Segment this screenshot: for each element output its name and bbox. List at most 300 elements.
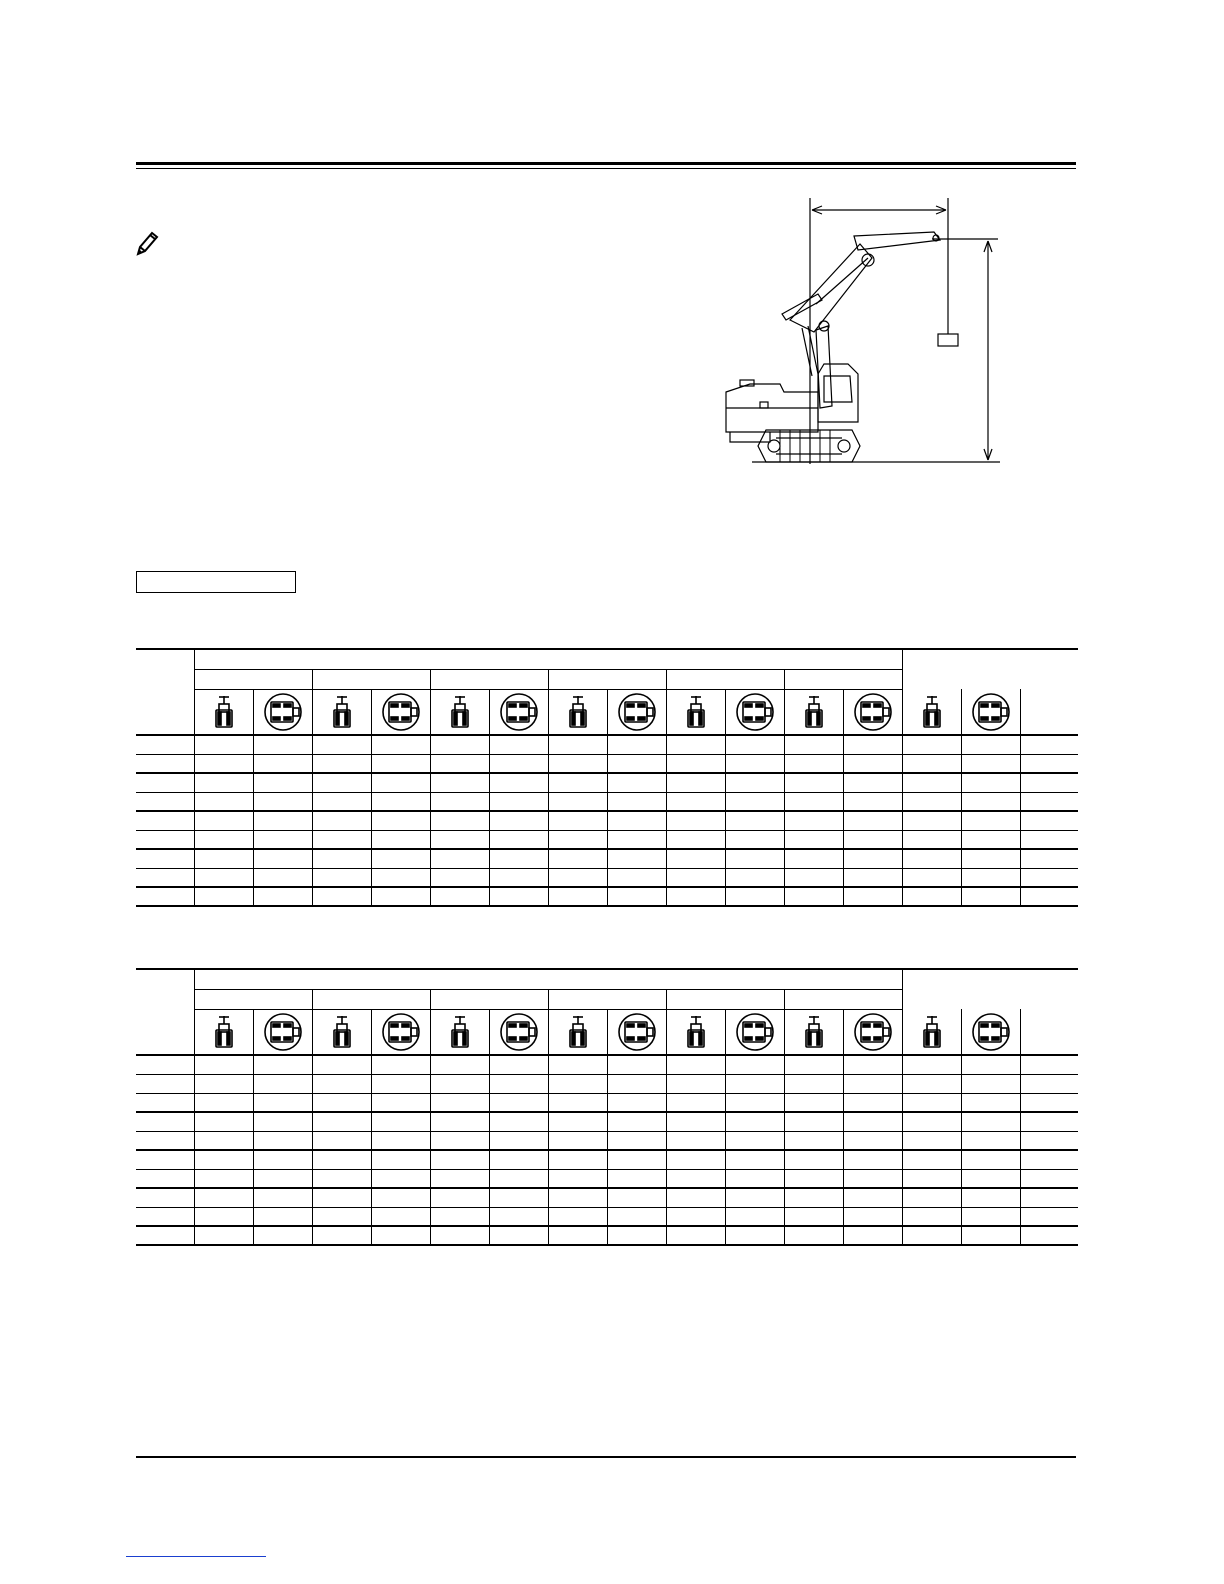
capacity-cell xyxy=(666,1112,725,1131)
capacity-cell xyxy=(902,1112,961,1131)
capacity-cell xyxy=(607,1112,666,1131)
capacity-cell xyxy=(843,792,902,811)
table-row xyxy=(136,754,1078,773)
over-front-header xyxy=(194,1009,253,1055)
capacity-cell xyxy=(312,1131,371,1150)
row-height-cell xyxy=(136,1055,194,1074)
over-side-360-icon xyxy=(853,692,893,732)
row-height-cell xyxy=(136,830,194,849)
capacity-cell xyxy=(371,1150,430,1169)
over-front-icon xyxy=(213,1015,235,1049)
capacity-cell xyxy=(961,887,1020,906)
excavator-diagram xyxy=(720,196,1010,468)
capacity-cell xyxy=(666,754,725,773)
capacity-cell xyxy=(548,792,607,811)
capacity-cell xyxy=(371,868,430,887)
at-max-reach-header xyxy=(902,649,1078,689)
capacity-cell xyxy=(430,849,489,868)
capacity-cell xyxy=(253,1207,312,1226)
capacity-cell xyxy=(312,773,371,792)
capacity-cell xyxy=(312,868,371,887)
capacity-cell xyxy=(312,1188,371,1207)
capacity-cell xyxy=(961,1226,1020,1245)
capacity-cell xyxy=(666,1207,725,1226)
radius-group-header xyxy=(784,989,902,1009)
capacity-cell xyxy=(843,754,902,773)
capacity-cell xyxy=(666,887,725,906)
max-reach-value-header xyxy=(1020,1009,1078,1055)
radius-group-header xyxy=(548,669,666,689)
capacity-cell xyxy=(194,1093,253,1112)
capacity-cell xyxy=(489,1112,548,1131)
capacity-cell xyxy=(312,792,371,811)
capacity-cell xyxy=(666,830,725,849)
table-row xyxy=(136,773,1078,792)
capacity-cell xyxy=(430,1131,489,1150)
capacity-cell xyxy=(725,868,784,887)
capacity-cell xyxy=(1020,1055,1078,1074)
table-row xyxy=(136,868,1078,887)
capacity-cell xyxy=(194,735,253,754)
capacity-cell xyxy=(961,1074,1020,1093)
capacity-cell xyxy=(784,868,843,887)
over-side-header xyxy=(843,1009,902,1055)
capacity-cell xyxy=(1020,773,1078,792)
capacity-cell xyxy=(489,1188,548,1207)
capacity-cell xyxy=(961,849,1020,868)
capacity-cell xyxy=(902,1226,961,1245)
capacity-cell xyxy=(430,1112,489,1131)
capacity-cell xyxy=(843,1074,902,1093)
radius-group-header xyxy=(430,669,548,689)
over-front-header xyxy=(902,1009,961,1055)
capacity-cell xyxy=(961,868,1020,887)
capacity-cell xyxy=(489,1150,548,1169)
over-side-header xyxy=(253,689,312,735)
capacity-cell xyxy=(666,1055,725,1074)
capacity-cell xyxy=(725,1150,784,1169)
capacity-cell xyxy=(194,849,253,868)
table-row xyxy=(136,1188,1078,1207)
capacity-cell xyxy=(607,830,666,849)
capacity-cell xyxy=(607,792,666,811)
capacity-cell xyxy=(666,792,725,811)
capacity-cell xyxy=(430,1093,489,1112)
capacity-cell xyxy=(312,754,371,773)
capacity-cell xyxy=(607,1169,666,1188)
capacity-cell xyxy=(430,1188,489,1207)
radius-group-header xyxy=(430,989,548,1009)
capacity-cell xyxy=(784,887,843,906)
capacity-cell xyxy=(194,1169,253,1188)
table-row xyxy=(136,1150,1078,1169)
capacity-cell xyxy=(784,1207,843,1226)
over-side-360-icon xyxy=(853,1012,893,1052)
table-row xyxy=(136,811,1078,830)
capacity-cell xyxy=(666,1074,725,1093)
capacity-cell xyxy=(489,811,548,830)
radius-group-header xyxy=(548,989,666,1009)
over-front-header xyxy=(194,689,253,735)
header-rule-top xyxy=(136,162,1076,165)
capacity-cell xyxy=(253,887,312,906)
capacity-cell xyxy=(784,1131,843,1150)
over-front-header xyxy=(312,689,371,735)
capacity-cell xyxy=(489,1131,548,1150)
over-front-icon xyxy=(803,1015,825,1049)
capacity-cell xyxy=(607,754,666,773)
capacity-cell xyxy=(489,830,548,849)
capacity-cell xyxy=(194,1055,253,1074)
over-front-icon xyxy=(213,695,235,729)
capacity-cell xyxy=(666,849,725,868)
table-row xyxy=(136,1169,1078,1188)
capacity-cell xyxy=(784,1150,843,1169)
capacity-cell xyxy=(430,868,489,887)
capacity-cell xyxy=(725,773,784,792)
capacity-cell xyxy=(194,1112,253,1131)
capacity-cell xyxy=(784,1188,843,1207)
capacity-cell xyxy=(253,849,312,868)
capacity-cell xyxy=(843,1150,902,1169)
capacity-cell xyxy=(843,1207,902,1226)
capacity-cell xyxy=(725,1074,784,1093)
capacity-cell xyxy=(548,1169,607,1188)
capacity-cell xyxy=(725,792,784,811)
capacity-cell xyxy=(902,1131,961,1150)
capacity-cell xyxy=(902,773,961,792)
capacity-cell xyxy=(902,735,961,754)
capacity-cell xyxy=(902,811,961,830)
capacity-cell xyxy=(430,1055,489,1074)
capacity-cell xyxy=(784,735,843,754)
radius-group-header xyxy=(312,989,430,1009)
load-point-height-header xyxy=(136,969,194,1055)
capacity-cell xyxy=(607,773,666,792)
over-side-header xyxy=(489,1009,548,1055)
over-side-header xyxy=(371,1009,430,1055)
capacity-cell xyxy=(1020,754,1078,773)
capacity-cell xyxy=(489,849,548,868)
capacity-cell xyxy=(1020,887,1078,906)
capacity-cell xyxy=(725,754,784,773)
capacity-cell xyxy=(253,1226,312,1245)
capacity-cell xyxy=(902,1093,961,1112)
capacity-cell xyxy=(961,1093,1020,1112)
capacity-cell xyxy=(607,1055,666,1074)
over-side-360-icon xyxy=(971,1012,1011,1052)
over-side-360-icon xyxy=(735,1012,775,1052)
capacity-cell xyxy=(548,1074,607,1093)
capacity-cell xyxy=(1020,811,1078,830)
table-caption-box xyxy=(136,571,296,593)
over-front-icon xyxy=(921,695,943,729)
capacity-cell xyxy=(371,773,430,792)
over-side-header xyxy=(961,1009,1020,1055)
capacity-cell xyxy=(607,1074,666,1093)
capacity-cell xyxy=(902,1055,961,1074)
capacity-cell xyxy=(843,849,902,868)
capacity-cell xyxy=(371,830,430,849)
over-front-icon xyxy=(331,695,353,729)
at-max-reach-header xyxy=(902,969,1078,1009)
capacity-cell xyxy=(253,811,312,830)
row-height-cell xyxy=(136,1188,194,1207)
over-front-icon xyxy=(685,695,707,729)
over-side-header xyxy=(607,1009,666,1055)
capacity-cell xyxy=(430,830,489,849)
capacity-cell xyxy=(607,887,666,906)
capacity-cell xyxy=(1020,1207,1078,1226)
capacity-cell xyxy=(1020,735,1078,754)
row-height-cell xyxy=(136,811,194,830)
over-front-icon xyxy=(449,695,471,729)
capacity-cell xyxy=(548,1207,607,1226)
table-row xyxy=(136,1074,1078,1093)
over-side-header xyxy=(371,689,430,735)
capacity-cell xyxy=(902,1150,961,1169)
row-height-cell xyxy=(136,754,194,773)
capacity-cell xyxy=(548,849,607,868)
capacity-cell xyxy=(666,773,725,792)
capacity-cell xyxy=(784,792,843,811)
capacity-cell xyxy=(371,849,430,868)
capacity-cell xyxy=(548,1055,607,1074)
capacity-cell xyxy=(607,849,666,868)
over-front-icon xyxy=(567,695,589,729)
capacity-cell xyxy=(253,868,312,887)
capacity-cell xyxy=(548,830,607,849)
load-radius-header xyxy=(194,969,902,989)
over-side-360-icon xyxy=(971,692,1011,732)
table-row xyxy=(136,1207,1078,1226)
capacity-cell xyxy=(607,1093,666,1112)
capacity-cell xyxy=(1020,1112,1078,1131)
capacity-cell xyxy=(784,1112,843,1131)
capacity-cell xyxy=(312,735,371,754)
capacity-cell xyxy=(843,830,902,849)
capacity-cell xyxy=(489,1207,548,1226)
footer-rule xyxy=(136,1456,1076,1458)
capacity-cell xyxy=(725,811,784,830)
capacity-cell xyxy=(784,1055,843,1074)
over-side-header xyxy=(725,1009,784,1055)
capacity-cell xyxy=(548,735,607,754)
capacity-cell xyxy=(961,773,1020,792)
capacity-cell xyxy=(489,773,548,792)
capacity-cell xyxy=(430,887,489,906)
capacity-cell xyxy=(1020,1188,1078,1207)
capacity-cell xyxy=(843,1188,902,1207)
capacity-cell xyxy=(784,1169,843,1188)
capacity-cell xyxy=(489,1055,548,1074)
capacity-cell xyxy=(371,1055,430,1074)
capacity-cell xyxy=(666,1150,725,1169)
capacity-cell xyxy=(784,811,843,830)
capacity-cell xyxy=(843,735,902,754)
capacity-cell xyxy=(371,1074,430,1093)
row-height-cell xyxy=(136,868,194,887)
capacity-cell xyxy=(725,1055,784,1074)
capacity-cell xyxy=(194,830,253,849)
capacity-cell xyxy=(961,1055,1020,1074)
capacity-cell xyxy=(489,1093,548,1112)
capacity-cell xyxy=(312,1150,371,1169)
capacity-cell xyxy=(784,773,843,792)
capacity-cell xyxy=(371,811,430,830)
over-side-360-icon xyxy=(735,692,775,732)
capacity-cell xyxy=(430,811,489,830)
table-row xyxy=(136,887,1078,906)
capacity-cell xyxy=(312,1207,371,1226)
capacity-cell xyxy=(371,1188,430,1207)
capacity-cell xyxy=(902,792,961,811)
capacity-cell xyxy=(371,1112,430,1131)
row-height-cell xyxy=(136,1093,194,1112)
row-height-cell xyxy=(136,773,194,792)
capacity-cell xyxy=(548,811,607,830)
capacity-cell xyxy=(902,830,961,849)
over-side-360-icon xyxy=(263,1012,303,1052)
max-reach-value-header xyxy=(1020,689,1078,735)
capacity-cell xyxy=(253,830,312,849)
over-side-360-icon xyxy=(263,692,303,732)
capacity-cell xyxy=(253,1074,312,1093)
capacity-cell xyxy=(725,1112,784,1131)
capacity-cell xyxy=(961,830,1020,849)
over-front-icon xyxy=(331,1015,353,1049)
capacity-cell xyxy=(843,1055,902,1074)
lifting-capacity-table-2 xyxy=(136,968,1078,1246)
capacity-cell xyxy=(961,735,1020,754)
row-height-cell xyxy=(136,1131,194,1150)
over-front-header xyxy=(784,689,843,735)
table-row xyxy=(136,1055,1078,1074)
capacity-cell xyxy=(489,1074,548,1093)
capacity-cell xyxy=(961,1207,1020,1226)
load-point-height-header xyxy=(136,649,194,735)
capacity-cell xyxy=(1020,1169,1078,1188)
pencil-note-icon xyxy=(134,230,160,258)
capacity-cell xyxy=(253,773,312,792)
capacity-cell xyxy=(725,849,784,868)
capacity-cell xyxy=(784,1226,843,1245)
capacity-cell xyxy=(902,754,961,773)
over-front-header xyxy=(666,1009,725,1055)
lifting-capacity-table-1 xyxy=(136,648,1078,907)
capacity-cell xyxy=(371,1169,430,1188)
capacity-cell xyxy=(902,1188,961,1207)
capacity-cell xyxy=(725,1169,784,1188)
capacity-cell xyxy=(961,1188,1020,1207)
over-side-360-icon xyxy=(617,1012,657,1052)
table-row xyxy=(136,1131,1078,1150)
capacity-cell xyxy=(194,811,253,830)
capacity-cell xyxy=(902,887,961,906)
capacity-cell xyxy=(902,1169,961,1188)
capacity-cell xyxy=(784,1074,843,1093)
capacity-cell xyxy=(430,773,489,792)
load-radius-header xyxy=(194,649,902,669)
capacity-cell xyxy=(312,1055,371,1074)
over-front-header xyxy=(430,1009,489,1055)
over-front-header xyxy=(902,689,961,735)
table-row xyxy=(136,735,1078,754)
capacity-cell xyxy=(312,830,371,849)
capacity-cell xyxy=(607,1150,666,1169)
capacity-cell xyxy=(961,1112,1020,1131)
capacity-cell xyxy=(784,1093,843,1112)
table-row xyxy=(136,849,1078,868)
row-height-cell xyxy=(136,1207,194,1226)
capacity-cell xyxy=(253,754,312,773)
capacity-cell xyxy=(312,1093,371,1112)
capacity-cell xyxy=(843,811,902,830)
capacity-cell xyxy=(194,868,253,887)
capacity-cell xyxy=(666,1188,725,1207)
capacity-cell xyxy=(371,1093,430,1112)
capacity-cell xyxy=(371,1226,430,1245)
capacity-cell xyxy=(843,1131,902,1150)
over-side-360-icon xyxy=(617,692,657,732)
capacity-cell xyxy=(194,773,253,792)
over-front-icon xyxy=(685,1015,707,1049)
capacity-cell xyxy=(666,735,725,754)
capacity-cell xyxy=(312,1112,371,1131)
capacity-cell xyxy=(194,887,253,906)
capacity-cell xyxy=(548,1093,607,1112)
capacity-cell xyxy=(371,1207,430,1226)
capacity-cell xyxy=(725,1093,784,1112)
capacity-cell xyxy=(902,868,961,887)
capacity-cell xyxy=(725,1226,784,1245)
over-front-icon xyxy=(803,695,825,729)
radius-group-header xyxy=(784,669,902,689)
capacity-cell xyxy=(489,1226,548,1245)
radius-group-header xyxy=(194,669,312,689)
over-side-header xyxy=(607,689,666,735)
capacity-cell xyxy=(489,735,548,754)
row-height-cell xyxy=(136,1074,194,1093)
capacity-cell xyxy=(253,1112,312,1131)
row-height-cell xyxy=(136,1169,194,1188)
capacity-cell xyxy=(843,1112,902,1131)
capacity-cell xyxy=(194,1131,253,1150)
capacity-cell xyxy=(253,1150,312,1169)
capacity-cell xyxy=(725,1131,784,1150)
capacity-cell xyxy=(430,1150,489,1169)
capacity-cell xyxy=(548,887,607,906)
capacity-cell xyxy=(784,754,843,773)
over-side-header xyxy=(843,689,902,735)
over-side-header xyxy=(489,689,548,735)
over-side-header xyxy=(725,689,784,735)
capacity-cell xyxy=(253,1169,312,1188)
capacity-cell xyxy=(902,849,961,868)
capacity-cell xyxy=(607,811,666,830)
over-front-header xyxy=(666,689,725,735)
radius-group-header xyxy=(194,989,312,1009)
capacity-cell xyxy=(961,754,1020,773)
capacity-cell xyxy=(961,792,1020,811)
capacity-cell xyxy=(253,1055,312,1074)
capacity-cell xyxy=(666,868,725,887)
table-row xyxy=(136,1093,1078,1112)
capacity-cell xyxy=(371,1131,430,1150)
capacity-cell xyxy=(784,849,843,868)
capacity-cell xyxy=(548,1112,607,1131)
capacity-cell xyxy=(725,1188,784,1207)
